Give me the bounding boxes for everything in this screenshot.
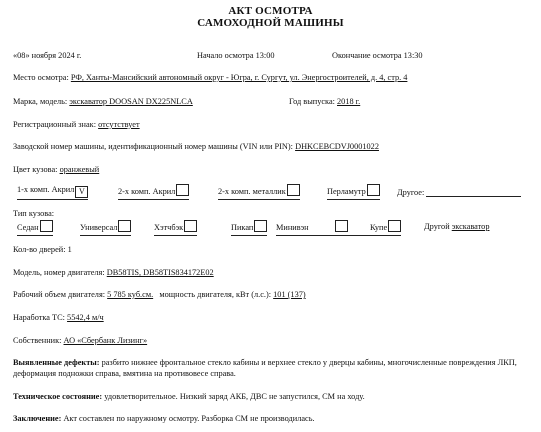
paint-option-acryl1: 1-х комп. Акрил V xyxy=(17,184,88,200)
place-value: РФ, Ханты-Мансийский автономный округ - Югра, г. Сургут, ул. Энергостроителей, д. 4, стр. 4 xyxy=(70,73,408,82)
body-type-label: Тип кузова: xyxy=(13,209,55,218)
document-title: АКТ ОСМОТРА xyxy=(228,5,313,17)
start-label: Начало осмотра xyxy=(197,51,254,60)
end-label: Окончание осмотра xyxy=(332,51,402,60)
body-option-sedan: Седан xyxy=(17,220,53,236)
paint-checkbox-acryl2[interactable] xyxy=(176,184,189,196)
body-checkbox-coupe[interactable] xyxy=(388,220,401,232)
body-other xyxy=(424,222,489,231)
registration-label: Регистрационный знак: xyxy=(13,120,97,129)
paint-checkbox-metallic[interactable] xyxy=(287,184,300,196)
paint-other-field[interactable] xyxy=(426,186,521,197)
paint-other xyxy=(397,186,521,197)
volume-label: Рабочий объем двигателя: xyxy=(13,290,106,299)
paint-other-label: Другое: xyxy=(397,188,425,197)
body-option-minivan: Минивэн xyxy=(276,220,348,236)
start-time-row xyxy=(197,51,275,60)
end-time: 13:30 xyxy=(403,51,423,60)
body-option-pickup: Пикап xyxy=(231,220,267,236)
vin-label: Заводской номер машины, идентификационный номер машины (VIN или PIN): xyxy=(13,142,293,151)
engine-value: DB58TIS, DB58TIS834172E02 xyxy=(106,268,214,277)
model-value: экскаватор DOOSAN DX225NLCA xyxy=(69,97,193,106)
conclusion-label: Заключение: xyxy=(13,414,62,423)
hours-value: 5542,4 м/ч xyxy=(67,313,104,322)
body-checkbox-hatchback[interactable] xyxy=(184,220,197,232)
volume-row xyxy=(13,290,306,299)
doors-row xyxy=(13,245,72,254)
year-row xyxy=(289,97,360,106)
document-subtitle: САМОХОДНОЙ МАШИНЫ xyxy=(197,17,344,29)
defects-paragraph xyxy=(13,358,528,379)
body-checkbox-sedan[interactable] xyxy=(40,220,53,232)
model-label: Марка, модель: xyxy=(13,97,68,106)
body-option-wagon: Универсал xyxy=(80,220,131,236)
owner-row xyxy=(13,336,147,345)
owner-label: Собственник: xyxy=(13,336,62,345)
body-checkbox-wagon[interactable] xyxy=(118,220,131,232)
color-value: оранжевый xyxy=(59,165,100,174)
vin-row xyxy=(13,142,379,151)
tech-row xyxy=(13,392,365,401)
hours-label: Наработка ТС: xyxy=(13,313,65,322)
place-row xyxy=(13,73,407,82)
tech-label: Техническое состояние: xyxy=(13,392,103,401)
hours-row xyxy=(13,313,104,322)
owner-value: АО «Сбербанк Лизинг» xyxy=(63,336,148,345)
volume-value: 5 785 куб.см. xyxy=(107,290,154,299)
end-time-row xyxy=(332,51,423,60)
paint-option-metallic: 2-х комп. металлик xyxy=(218,184,300,200)
doors-value: 1 xyxy=(67,245,72,254)
registration-row xyxy=(13,120,140,129)
body-checkbox-pickup[interactable] xyxy=(254,220,267,232)
color-row xyxy=(13,165,99,174)
paint-option-pearl: Перламутр xyxy=(327,184,380,200)
year-value: 2018 г. xyxy=(337,97,361,106)
defects-label: Выявленные дефекты: xyxy=(13,358,100,367)
model-row xyxy=(13,97,193,106)
paint-checkbox-acryl1[interactable]: V xyxy=(75,186,88,198)
vin-value: DHKCEBCDVJ0001022 xyxy=(295,142,379,151)
body-other-label: Другой xyxy=(424,222,450,231)
conclusion-row xyxy=(13,414,315,423)
doors-label: Кол-во дверей: xyxy=(13,245,66,254)
engine-row xyxy=(13,268,214,277)
tech-text: удовлетворительное. Низкий заряд АКБ, ДВС не запустился, СМ на ходу. xyxy=(104,392,365,401)
paint-checkbox-pearl[interactable] xyxy=(367,184,380,196)
power-value: 101 (137) xyxy=(273,290,306,299)
place-label: Место осмотра: xyxy=(13,73,69,82)
registration-value: отсутствует xyxy=(98,120,140,129)
paint-option-acryl2: 2-х комп. Акрил xyxy=(118,184,189,200)
year-label: Год выпуска: xyxy=(289,97,335,106)
color-label: Цвет кузова: xyxy=(13,165,58,174)
conclusion-text: Акт составлен по наружному осмотру. Разборка СМ не производилась. xyxy=(63,414,315,423)
body-option-coupe: Купе xyxy=(342,220,401,236)
body-other-value: экскаватор xyxy=(451,222,490,231)
engine-label: Модель, номер двигателя: xyxy=(13,268,105,277)
power-label: мощность двигателя, кВт (л.с.): xyxy=(159,290,272,299)
start-time: 13:00 xyxy=(255,51,275,60)
date-row xyxy=(13,51,81,60)
body-option-hatchback: Хэтчбэк xyxy=(154,220,197,236)
act-date: «08» ноября 2024 г. xyxy=(13,51,82,60)
defects-text: разбито нижнее фронтальное стекло кабины и верхнее стекло у дверцы кабины, многочисленные повреждения ЛКП, деформация подножки справа, вмятина на противовесе справа. xyxy=(13,358,517,378)
